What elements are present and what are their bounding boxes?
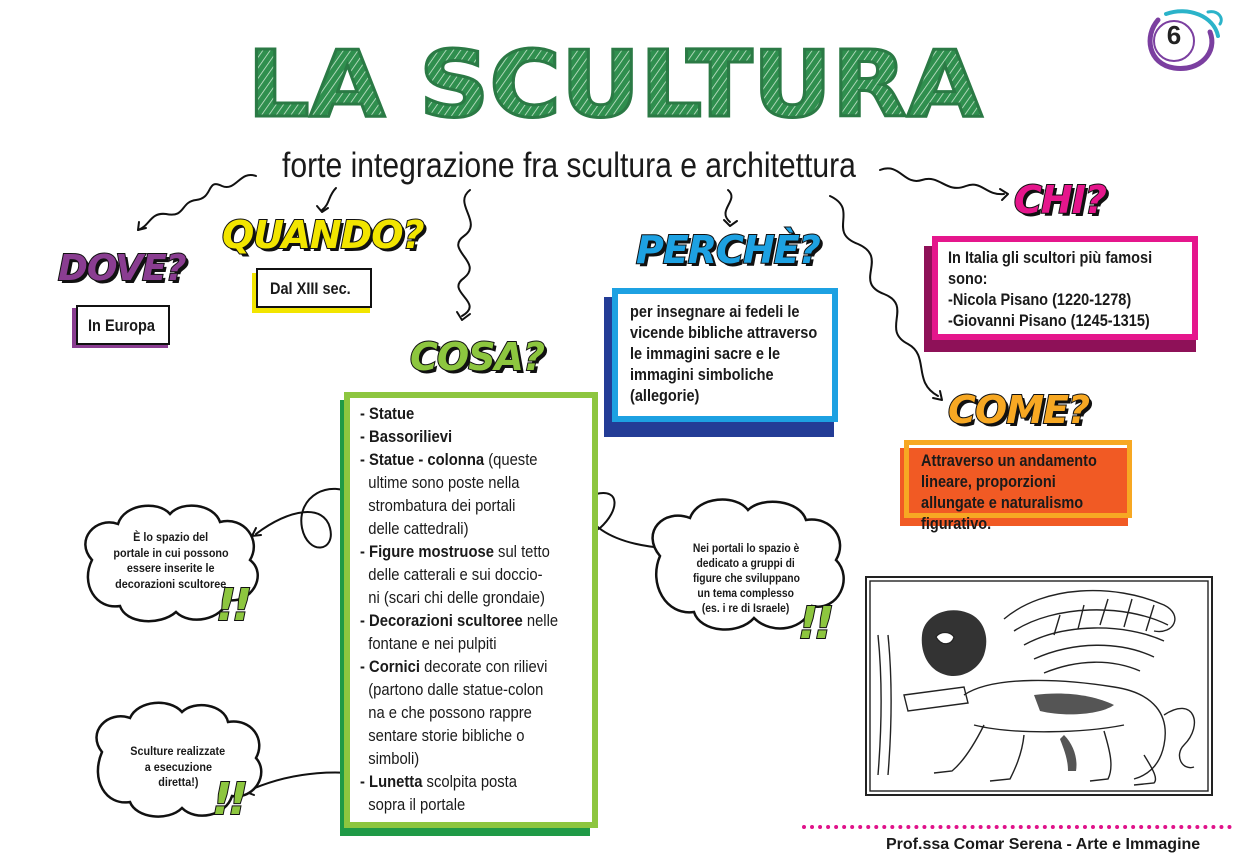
heading-perche: PERCHÈ? xyxy=(636,228,820,272)
cloud-line: portale in cui possono xyxy=(113,545,229,560)
cosa-item-detail: ni (scari chi delle grondaie) xyxy=(360,588,545,607)
answer-line: (allegorie) xyxy=(630,387,700,405)
heading-come: COME? xyxy=(948,388,1090,432)
page-title: LA SCULTURA xyxy=(247,31,983,130)
cosa-item-term: - Statue xyxy=(360,404,415,423)
answer-line: -Giovanni Pisano (1245-1315) xyxy=(948,312,1150,330)
cosa-item-detail: sentare storie bibliche o xyxy=(360,726,525,745)
answer-line: -Nicola Pisano (1220-1278) xyxy=(948,291,1132,309)
cosa-item-detail: sopra il portale xyxy=(360,795,466,814)
cosa-item-detail: strombatura dei portali xyxy=(360,496,516,515)
answer-line: per insegnare ai fedeli le xyxy=(630,303,800,321)
cosa-item-detail: na e che possono rappre xyxy=(360,703,532,722)
page-number: 6 xyxy=(1166,20,1182,50)
cosa-item-detail: decorate con rilievi xyxy=(419,657,548,676)
cosa-item-detail: ultime sono poste nella xyxy=(360,473,520,492)
answer-line: lineare, proporzioni xyxy=(921,473,1056,491)
cloud-line: essere inserite le xyxy=(127,561,215,575)
cloud-lunetta-exclamation: !! xyxy=(798,598,831,649)
cloud-sculture-exclamation: !! xyxy=(212,774,245,825)
answer-line: immagini simboliche xyxy=(630,366,774,384)
cosa-item-detail: (partono dalle statue-colon xyxy=(360,680,544,699)
cosa-item-term: - Cornici xyxy=(360,657,420,676)
cosa-item-detail: (queste xyxy=(484,450,538,469)
footer-credit: Prof.ssa Comar Serena - Arte e Immagine xyxy=(886,836,1201,853)
answer-line: figurativo. xyxy=(921,515,992,533)
cosa-item-term: - Lunetta xyxy=(360,772,423,791)
subtitle: forte integrazione fra scultura e architettura xyxy=(282,146,856,185)
cosa-item-term: - Statue - colonna xyxy=(360,450,485,469)
footer-divider xyxy=(802,825,1232,829)
answer-line: Attraverso un andamento xyxy=(921,452,1097,470)
cloud-strombatura-exclamation: !! xyxy=(216,580,249,631)
winged-lion-illustration xyxy=(864,575,1214,797)
heading-quando: QUANDO? xyxy=(222,213,424,257)
answer-line: le immagini sacre e le xyxy=(630,345,781,363)
cosa-item-detail: scolpita posta xyxy=(422,772,518,791)
cloud-line: a esecuzione xyxy=(144,759,212,774)
cosa-item-detail: delle cattedrali) xyxy=(360,519,469,538)
answer-line: In Italia gli scultori più famosi xyxy=(948,249,1153,267)
quando-answer: Dal XIII sec. xyxy=(270,280,351,298)
answer-line: allungate e naturalismo xyxy=(921,494,1084,512)
answer-line: sono: xyxy=(948,270,988,288)
cosa-item-detail: sul tetto xyxy=(493,542,550,561)
cloud-line: decorazioni scultoree xyxy=(115,576,227,591)
cosa-item-detail: fontane e nei pulpiti xyxy=(360,634,497,653)
answer-line: vicende bibliche attraverso xyxy=(630,324,818,342)
cosa-item-detail: nelle xyxy=(522,611,559,630)
cloud-line: diretta!) xyxy=(157,775,199,789)
dove-answer: In Europa xyxy=(88,317,155,335)
cloud-line: Nei portali lo spazio è xyxy=(692,543,800,555)
cosa-item-detail: simboli) xyxy=(360,749,420,768)
cosa-item-term: - Decorazioni scultoree xyxy=(360,611,523,630)
cloud-line: (es. i re di Israele) xyxy=(702,603,790,615)
heading-cosa: COSA? xyxy=(410,335,545,379)
cloud-line: un tema complesso xyxy=(697,588,795,600)
cloud-line: Sculture realizzate xyxy=(130,744,226,758)
cosa-item-term: - Figure mostruose xyxy=(360,542,494,561)
cloud-line: È lo spazio del xyxy=(133,530,209,544)
cloud-line: dedicato a gruppi di xyxy=(696,558,796,570)
heading-dove: DOVE? xyxy=(58,248,186,289)
cosa-item-detail: delle catterali e sui doccio- xyxy=(360,565,543,584)
cosa-item-term: - Bassorilievi xyxy=(360,427,453,446)
heading-chi: CHI? xyxy=(1014,178,1106,222)
cloud-line: figure che sviluppano xyxy=(692,573,800,585)
